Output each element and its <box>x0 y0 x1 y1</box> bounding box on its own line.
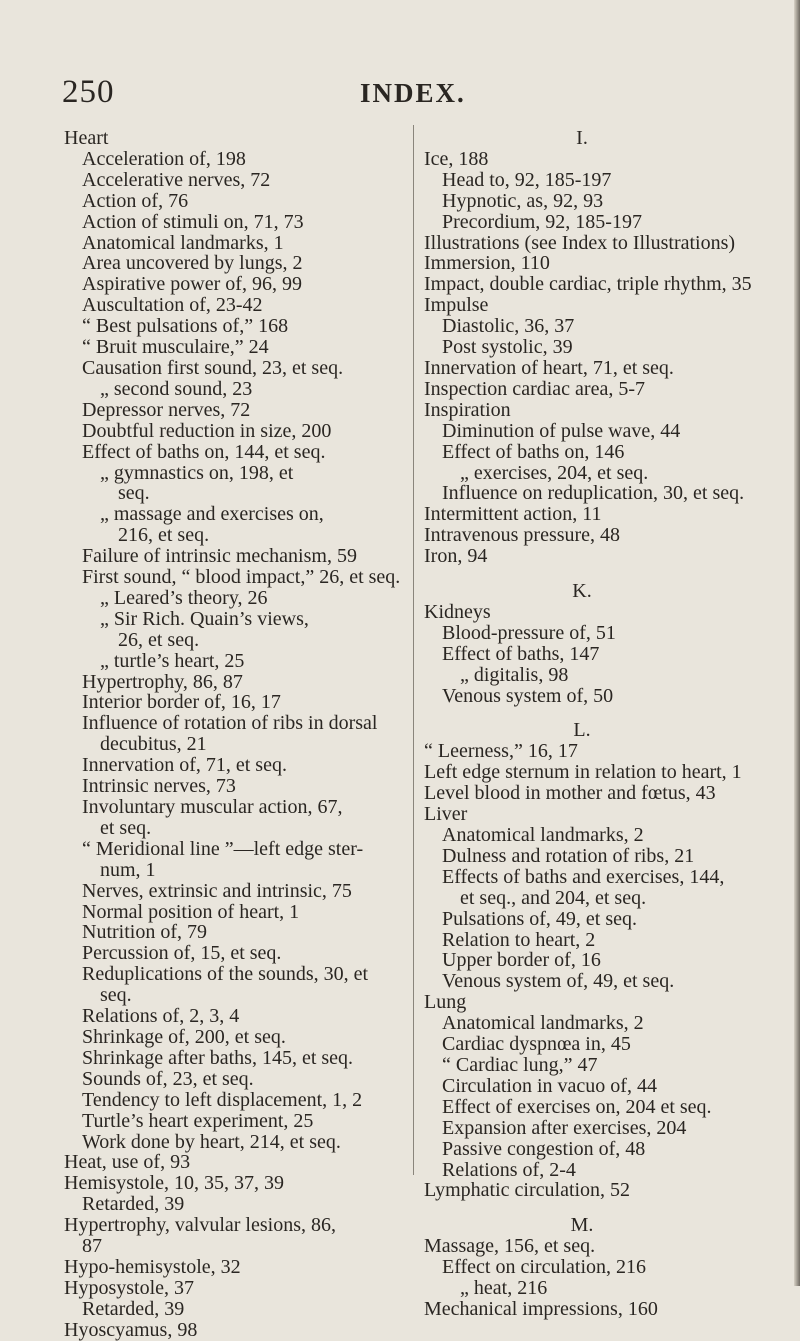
index-subentry: Effect of baths on, 144, et seq. <box>82 440 326 463</box>
index-subentry: Area uncovered by lungs, 2 <box>82 252 303 275</box>
index-entry: Innervation of heart, 71, et seq. <box>424 356 674 379</box>
index-entry: Intermittent action, 11 <box>424 503 602 526</box>
index-entry: Iron, 94 <box>424 545 488 568</box>
index-subentry: Effect of baths on, 146 <box>442 440 625 463</box>
index-subentry: 26, et seq. <box>118 628 200 651</box>
index-subentry: Blood-pressure of, 51 <box>442 621 616 644</box>
section-letter-heading: M. <box>570 1214 594 1237</box>
index-entry: Impact, double cardiac, triple rhythm, 35 <box>424 273 752 296</box>
index-subentry: num, 1 <box>100 858 156 881</box>
index-subentry: First sound, “ blood impact,” 26, et seq. <box>82 566 401 589</box>
index-subentry: Effect on circulation, 216 <box>442 1256 647 1279</box>
index-subentry: seq. <box>118 482 150 505</box>
index-subentry: Accelerative nerves, 72 <box>82 168 271 191</box>
index-subentry: Aspirative power of, 96, 99 <box>82 273 302 296</box>
index-subentry: Anatomical landmarks, 1 <box>82 231 284 254</box>
index-subentry: Relations of, 2, 3, 4 <box>82 1005 240 1028</box>
index-subentry: Action of stimuli on, 71, 73 <box>82 210 304 233</box>
index-subentry: Depressor nerves, 72 <box>82 398 251 421</box>
index-subentry: Sounds of, 23, et seq. <box>82 1067 254 1090</box>
index-entry: Liver <box>424 803 468 826</box>
index-subentry: Venous system of, 49, et seq. <box>442 970 675 993</box>
index-entry: Level blood in mother and fœtus, 43 <box>424 782 716 805</box>
index-subentry: Doubtful reduction in size, 200 <box>82 419 332 442</box>
index-subentry: Cardiac dyspnœa in, 45 <box>442 1033 631 1056</box>
index-subentry: „ digitalis, 98 <box>460 663 569 686</box>
index-subentry: “ Meridional line ”—left edge ster- <box>82 837 364 860</box>
index-subentry: Venous system of, 50 <box>442 684 614 707</box>
index-subentry: Effect of exercises on, 204 et seq. <box>442 1095 712 1118</box>
index-subentry: „ Sir Rich. Quain’s views, <box>100 607 309 630</box>
index-subentry: Hypertrophy, 86, 87 <box>82 670 243 693</box>
index-subentry: Passive congestion of, 48 <box>442 1137 646 1160</box>
index-subentry: “ Bruit musculaire,” 24 <box>82 336 269 359</box>
index-subentry: Percussion of, 15, et seq. <box>82 942 282 965</box>
index-entry: Hypertrophy, valvular lesions, 86, <box>64 1214 336 1237</box>
index-subentry: Action of, 76 <box>82 189 189 212</box>
index-entry: Illustrations (see Index to Illustrations) <box>424 231 736 254</box>
index-subentry: „ Leared’s theory, 26 <box>100 586 268 609</box>
index-subentry: Effects of baths and exercises, 144, <box>442 865 725 888</box>
index-column-right <box>424 128 780 1320</box>
section-letter-heading: I. <box>576 127 588 149</box>
index-entry: Immersion, 110 <box>424 252 550 275</box>
index-subentry: „ massage and exercises on, <box>100 503 324 526</box>
index-subentry: Diminution of pulse wave, 44 <box>442 419 681 442</box>
index-entry: Heart <box>64 127 109 149</box>
index-entry: Intravenous pressure, 48 <box>424 524 621 547</box>
index-subentry: et seq. <box>100 816 152 839</box>
page-edge <box>794 0 800 1286</box>
index-subentry: Intrinsic nerves, 73 <box>82 775 236 798</box>
index-subentry: Precordium, 92, 185-197 <box>442 210 642 233</box>
index-subentry: “ Best pulsations of,” 168 <box>82 315 289 338</box>
index-subentry: Retarded, 39 <box>82 1193 185 1216</box>
index-entry: Ice, 188 <box>424 147 489 170</box>
index-subentry: „ second sound, 23 <box>100 377 253 400</box>
index-subentry: 216, et seq. <box>118 524 210 547</box>
index-entry: Massage, 156, et seq. <box>424 1235 596 1258</box>
index-subentry: Turtle’s heart experiment, 25 <box>82 1109 314 1132</box>
index-subentry: 87 <box>82 1235 102 1258</box>
index-subentry: Relation to heart, 2 <box>442 928 596 951</box>
index-column-left <box>64 128 404 1341</box>
index-subentry: Effect of baths, 147 <box>442 642 600 665</box>
index-subentry: seq. <box>100 984 132 1007</box>
index-subentry: Reduplications of the sounds, 30, et <box>82 963 369 986</box>
index-entry: Hypo-hemisystole, 32 <box>64 1255 241 1278</box>
index-subentry: et seq., and 204, et seq. <box>460 886 647 909</box>
index-entry: Hyposystole, 37 <box>64 1276 194 1299</box>
index-subentry: Dulness and rotation of ribs, 21 <box>442 844 695 867</box>
index-subentry: Anatomical landmarks, 2 <box>442 1012 644 1035</box>
index-subentry: Upper border of, 16 <box>442 949 601 972</box>
index-subentry: Work done by heart, 214, et seq. <box>82 1130 341 1153</box>
index-subentry: “ Cardiac lung,” 47 <box>442 1053 598 1076</box>
index-subentry: Anatomical landmarks, 2 <box>442 824 644 846</box>
index-subentry: Head to, 92, 185-197 <box>442 168 612 191</box>
index-entry: Inspiration <box>424 398 511 421</box>
index-subentry: Post systolic, 39 <box>442 336 573 359</box>
index-subentry: Influence of rotation of ribs in dorsal <box>82 712 378 735</box>
index-entry: Heat, use of, 93 <box>64 1151 191 1174</box>
index-subentry: Relations of, 2-4 <box>442 1158 576 1181</box>
index-entry: Inspection cardiac area, 5-7 <box>424 377 645 400</box>
index-subentry: Influence on reduplication, 30, et seq. <box>442 482 745 505</box>
index-entry: Lung <box>424 991 467 1014</box>
index-subentry: Nerves, extrinsic and intrinsic, 75 <box>82 879 352 902</box>
index-subentry: decubitus, 21 <box>100 733 207 756</box>
section-letter-heading: L. <box>573 719 591 742</box>
index-subentry: „ turtle’s heart, 25 <box>100 649 245 672</box>
column-divider <box>413 125 414 1175</box>
index-subentry: Diastolic, 36, 37 <box>442 315 575 338</box>
index-entry: Mechanical impressions, 160 <box>424 1297 658 1320</box>
index-subentry: „ gymnastics on, 198, et <box>100 461 294 484</box>
index-subentry: Auscultation of, 23-42 <box>82 294 263 317</box>
index-subentry: Expansion after exercises, 204 <box>442 1116 687 1139</box>
page-number: 250 <box>62 74 115 110</box>
index-subentry: „ heat, 216 <box>460 1277 548 1300</box>
index-subentry: Shrinkage of, 200, et seq. <box>82 1025 286 1048</box>
index-subentry: Shrinkage after baths, 145, et seq. <box>82 1046 354 1069</box>
index-entry: “ Leerness,” 16, 17 <box>424 740 578 763</box>
index-subentry: Interior border of, 16, 17 <box>82 691 281 714</box>
index-subentry: Pulsations of, 49, et seq. <box>442 907 637 930</box>
index-subentry: Nutrition of, 79 <box>82 921 207 944</box>
index-subentry: Failure of intrinsic mechanism, 59 <box>82 545 357 568</box>
index-subentry: Normal position of heart, 1 <box>82 900 300 923</box>
section-gap <box>424 567 780 581</box>
index-subentry: Hypnotic, as, 92, 93 <box>442 189 604 212</box>
index-entry: Left edge sternum in relation to heart, 1 <box>424 761 742 784</box>
index-subentry: Involuntary muscular action, 67, <box>82 796 343 818</box>
section-gap <box>424 1201 780 1215</box>
running-head: INDEX. <box>360 78 466 108</box>
index-subentry: Innervation of, 71, et seq. <box>82 754 287 777</box>
index-entry: Lymphatic circulation, 52 <box>424 1179 631 1202</box>
index-subentry: Causation first sound, 23, et seq. <box>82 356 344 379</box>
index-entry: Hyoscyamus, 98 <box>64 1318 198 1341</box>
index-subentry: Tendency to left displacement, 1, 2 <box>82 1088 363 1111</box>
index-subentry: „ exercises, 204, et seq. <box>460 461 649 484</box>
section-letter-heading: K. <box>572 580 592 603</box>
index-entry: Impulse <box>424 294 489 317</box>
index-entry: Kidneys <box>424 600 491 623</box>
section-gap <box>424 706 780 720</box>
index-subentry: Circulation in vacuo of, 44 <box>442 1074 657 1097</box>
index-subentry: Retarded, 39 <box>82 1297 185 1320</box>
index-subentry: Acceleration of, 198 <box>82 147 246 170</box>
index-entry: Hemisystole, 10, 35, 37, 39 <box>64 1172 284 1195</box>
